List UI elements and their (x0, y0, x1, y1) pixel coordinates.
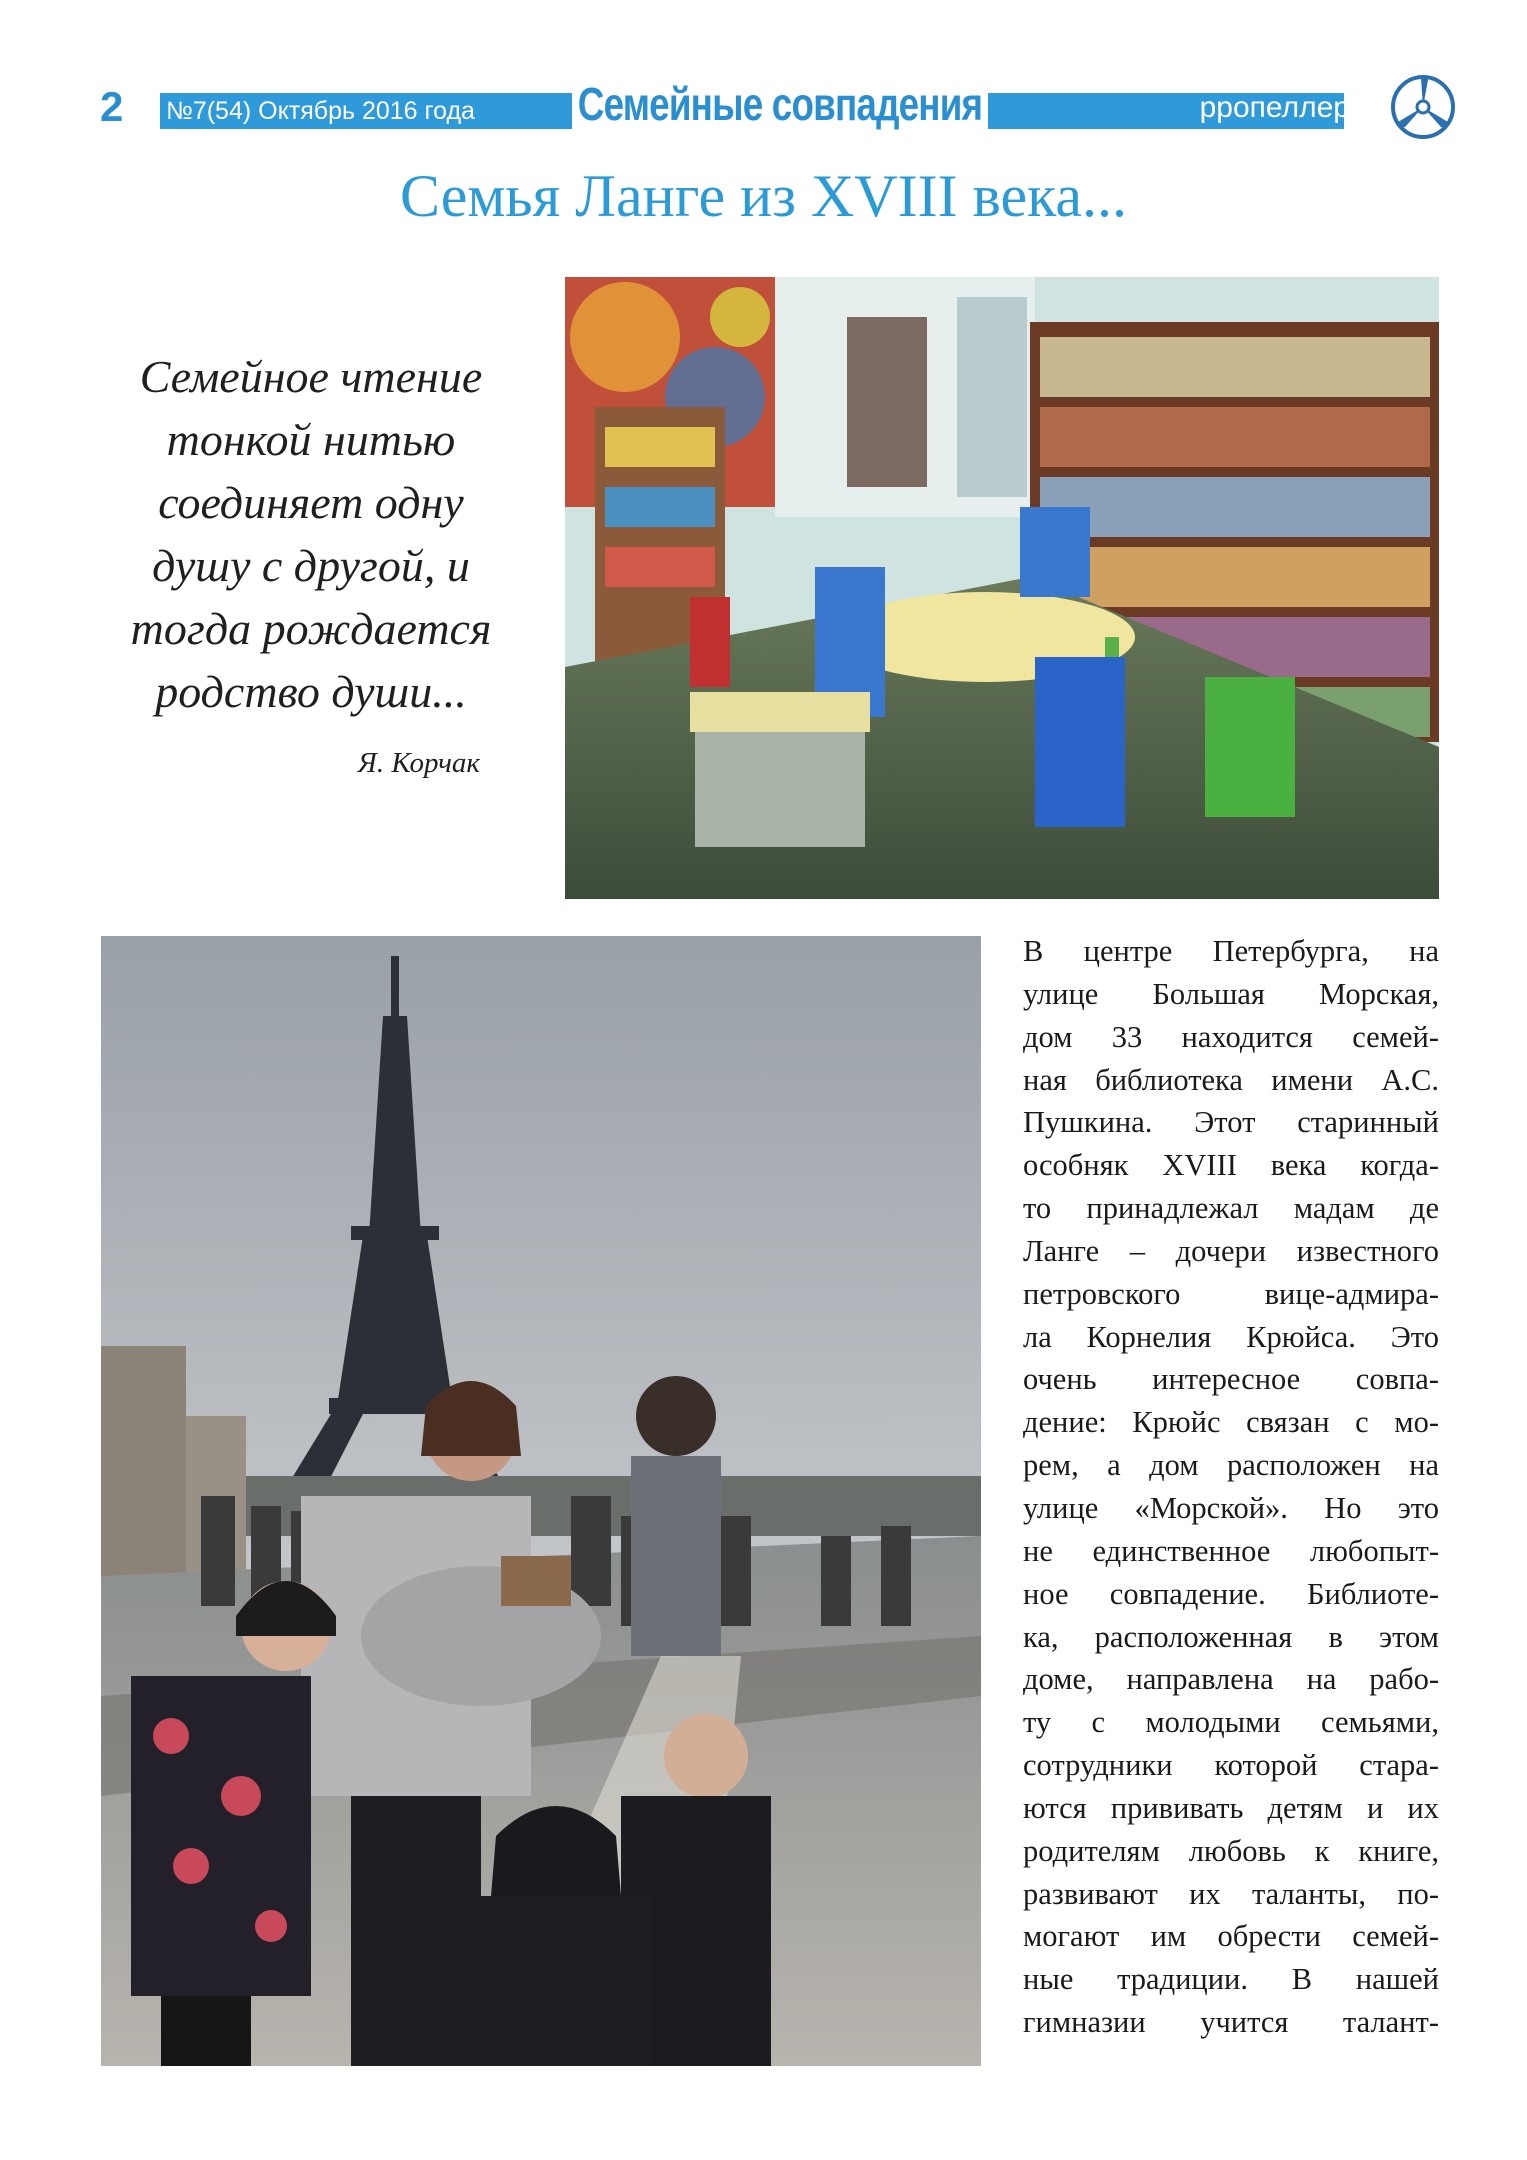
article-line: сотрудники которой стара- (1023, 1748, 1439, 1783)
article-line: дение: Крюйс связан с мо- (1023, 1405, 1439, 1440)
article-title: Семья Ланге из XVIII века... (399, 163, 1128, 229)
quote-line: соединяет одну (158, 477, 464, 528)
article-line: родителям любовь к книге, (1023, 1833, 1439, 1868)
family-eiffel-tower-photo (101, 936, 981, 2066)
issue-info: №7(54) Октябрь 2016 года (166, 97, 475, 125)
quote-line: родство души... (155, 666, 467, 717)
epigraph-quote (96, 345, 526, 723)
article-line: ются прививать детям и их (1023, 1790, 1439, 1825)
library-photo (565, 277, 1439, 899)
article-line: Пушкина. Этот старинный (1023, 1105, 1439, 1140)
page-number: 2 (100, 83, 124, 130)
quote-line: Семейное чтение (139, 351, 483, 402)
article-line: развивают их таланты, по- (1023, 1876, 1439, 1911)
article-line: гимназии учится талант- (1023, 2005, 1439, 2040)
article-line: В центре Петербурга, на (1023, 934, 1439, 968)
article-line: ка, расположенная в этом (1023, 1619, 1439, 1654)
article-line: рем, а дом расположен на (1023, 1448, 1439, 1483)
article-line: доме, направлена на рабо- (1023, 1662, 1439, 1697)
article-line: ная библиотека имени А.С. (1023, 1062, 1439, 1097)
article-line: очень интересное совпа- (1023, 1362, 1439, 1397)
article-line: особняк XVIII века когда- (1023, 1148, 1439, 1183)
quote-author: Я. Корчак (357, 747, 480, 779)
quote-line: тонкой нитью (166, 414, 456, 465)
article-body (1023, 930, 1439, 2044)
article-line: ное совпадение. Библиоте- (1023, 1576, 1439, 1611)
propeller-logo-icon (1388, 72, 1458, 142)
article-line: не единственное любопыт- (1023, 1533, 1439, 1568)
article-line: Ланге – дочери известного (1023, 1233, 1439, 1268)
article-line: дом 33 находится семей- (1023, 1019, 1439, 1054)
article-line: то принадлежал мадам де (1023, 1191, 1439, 1226)
article-line: улице «Морской». Но это (1023, 1490, 1439, 1525)
article-line: могают им обрести семей- (1023, 1919, 1439, 1954)
article-line: ные традиции. В нашей (1023, 1962, 1439, 1997)
article-line: ла Корнелия Крюйса. Это (1023, 1319, 1439, 1354)
quote-line: душу с другой, и (152, 540, 470, 591)
article-line: ту с молодыми семьями, (1023, 1705, 1439, 1740)
article-line: улице Большая Морская, (1023, 976, 1439, 1011)
rubric-title: Семейные совпадения (572, 74, 988, 134)
article-line: петровского вице-адмира- (1023, 1276, 1439, 1311)
quote-line: тогда рождается (130, 603, 492, 654)
brand-name: pропеллер (1199, 91, 1350, 124)
